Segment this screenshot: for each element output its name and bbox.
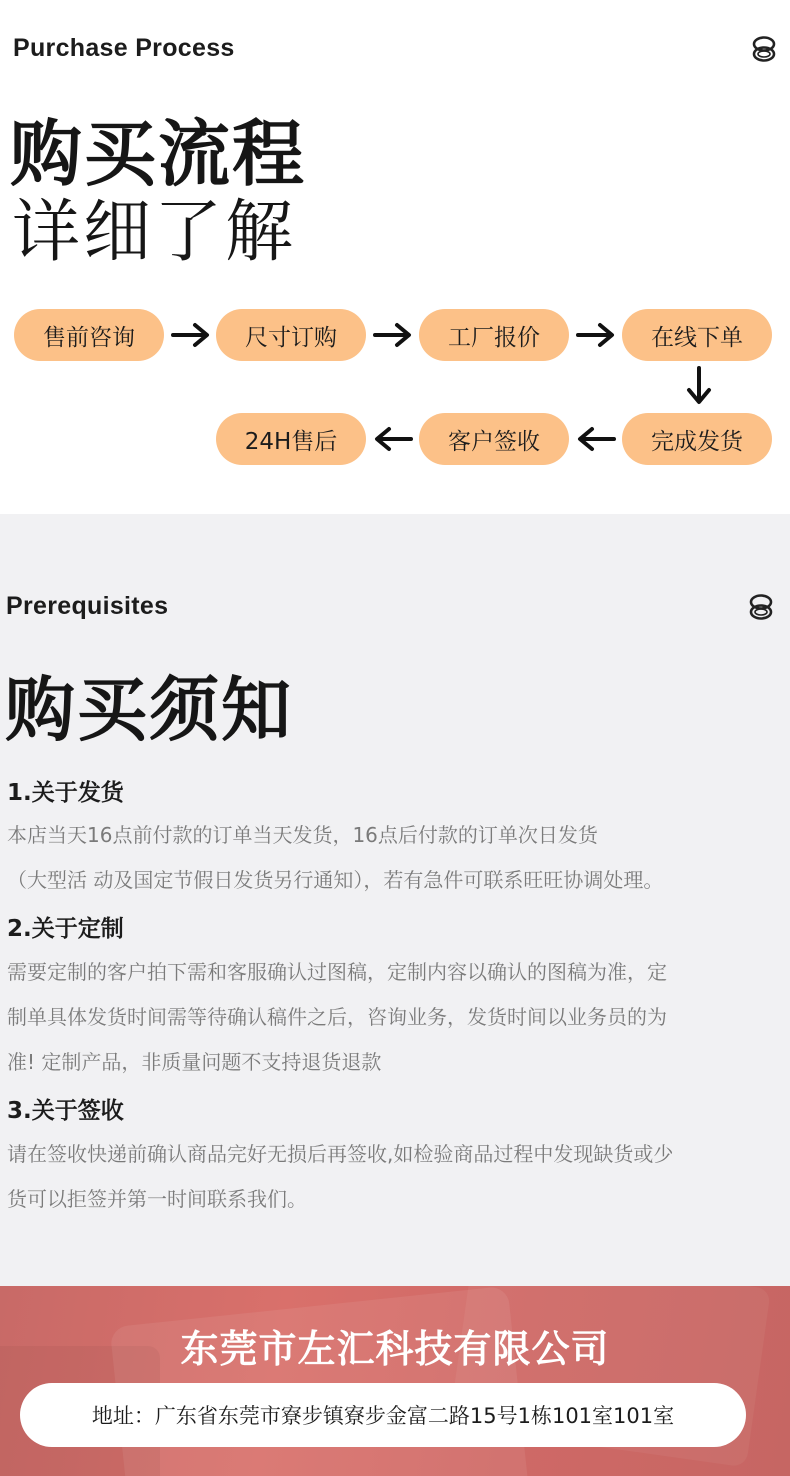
address-box <box>20 1383 746 1447</box>
step-online-order: 在线下单 <box>622 309 772 361</box>
step-shipped: 完成发货 <box>622 413 772 465</box>
notice-heading-signoff: 3.关于签收 <box>7 1098 124 1124</box>
arrow-left-icon <box>576 425 616 453</box>
notice-text-custom <box>7 950 777 1085</box>
process-title-light: 详细了解 <box>12 193 297 272</box>
footer-background-decoration <box>0 1286 790 1476</box>
step-customer-signoff: 客户签收 <box>419 413 569 465</box>
step-after-sales: 24H售后 <box>216 413 366 465</box>
rings-icon <box>748 593 774 623</box>
notice-en-title: Prerequisites <box>6 592 169 620</box>
notice-line: 制单具体发货时间需等待确认稿件之后，咨询业务，发货时间以业务员的为 <box>7 1005 667 1029</box>
rings-icon <box>751 35 777 65</box>
notice-line: 请在签收快递前确认商品完好无损后再签收,如检验商品过程中发现缺货或少 <box>7 1142 674 1166</box>
address-text: 地址：广东省东莞市寮步镇寮步金富二路15号1栋101室101室 <box>91 1404 675 1428</box>
step-size-order: 尺寸订购 <box>216 309 366 361</box>
prerequisites-section <box>0 514 790 1286</box>
process-title-bold: 购买流程 <box>10 112 307 196</box>
company-name: 东莞市左汇科技有限公司 <box>180 1327 610 1371</box>
notice-line: 需要定制的客户拍下需和客服确认过图稿，定制内容以确认的图稿为准，定 <box>7 960 667 984</box>
arrow-left-icon <box>373 425 413 453</box>
notice-line: 本店当天16点前付款的订单当天发货，16点后付款的订单次日发货 <box>7 823 598 847</box>
notice-heading-shipping: 1.关于发货 <box>7 780 124 806</box>
step-pre-sale-consult: 售前咨询 <box>14 309 164 361</box>
notice-text-signoff <box>7 1132 777 1222</box>
arrow-right-icon <box>171 321 211 349</box>
notice-line: 准! 定制产品，非质量问题不支持退货退款 <box>7 1050 382 1074</box>
arrow-right-icon <box>576 321 616 349</box>
notice-line: （大型活 动及国定节假日发货另行通知），若有急件可联系旺旺协调处理。 <box>7 868 664 892</box>
arrow-down-icon <box>685 366 713 406</box>
step-factory-quote: 工厂报价 <box>419 309 569 361</box>
notice-line: 货可以拒签并第一时间联系我们。 <box>7 1187 307 1211</box>
process-en-title: Purchase Process <box>13 34 235 62</box>
purchase-process-section <box>0 0 790 514</box>
notice-heading-custom: 2.关于定制 <box>7 916 124 942</box>
notice-text-shipping <box>7 813 777 903</box>
notice-title: 购买须知 <box>5 669 293 751</box>
company-footer <box>0 1286 790 1476</box>
arrow-right-icon <box>373 321 413 349</box>
